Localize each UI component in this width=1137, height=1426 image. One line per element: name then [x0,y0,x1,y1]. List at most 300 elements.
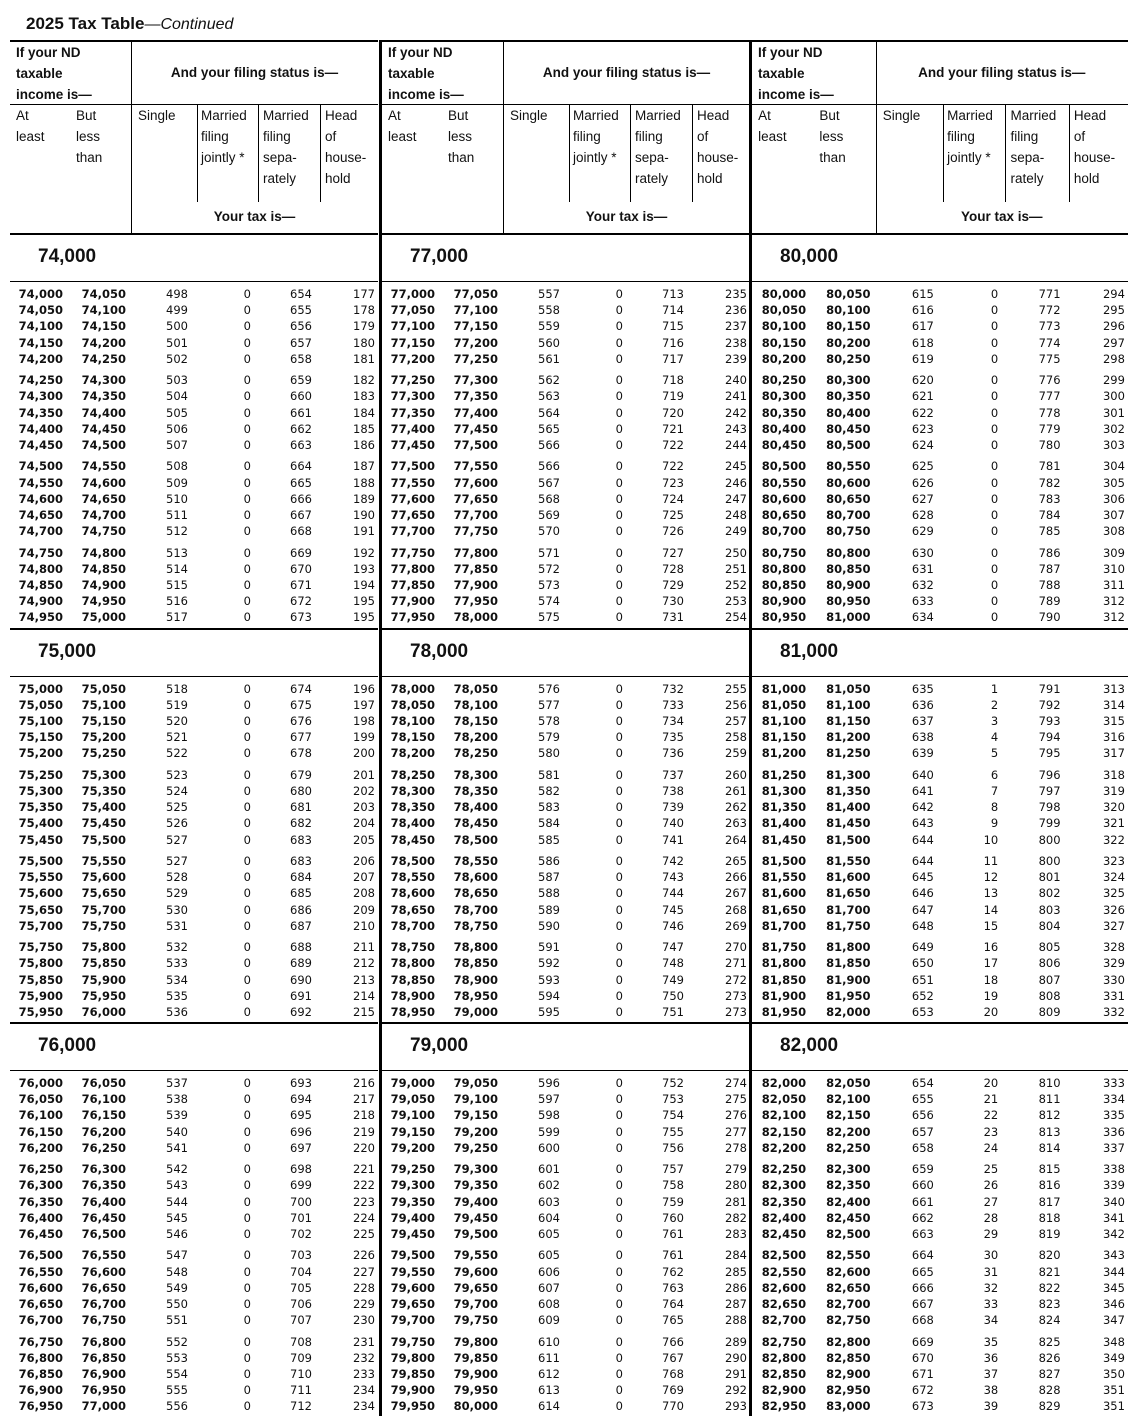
single-tax-cell: 528 [166,870,188,885]
mfs-tax-cell: 761 [662,1227,684,1241]
mfj-tax-cell: 0 [243,459,251,474]
mfj-tax-cell: 0 [243,475,251,490]
mfj-tax-cell: 0 [615,713,623,728]
hoh-tax-cell: 204 [353,816,375,831]
hoh-tax-cell: 327 [1102,918,1125,933]
table-row [752,745,1128,761]
but-less-than-cell: 77,850 [453,561,498,576]
single-tax-cell: 611 [538,1350,560,1365]
mfj-tax-cell: 0 [243,594,251,609]
married-filing-separately-heading: Married filing sepa- rately [1010,108,1057,186]
single-tax-cell: 605 [538,1227,560,1241]
hoh-tax-cell: 274 [725,1076,747,1090]
mfs-tax-cell: 746 [662,918,684,933]
at-least-cell: 81,700 [761,918,807,933]
hoh-tax-cell: 255 [725,681,747,696]
mfs-tax-cell: 731 [662,610,684,625]
mfs-tax-cell: 673 [290,610,312,625]
hoh-tax-cell: 182 [353,373,375,388]
mfj-tax-cell: 0 [990,594,999,609]
at-least-cell: 80,500 [761,459,807,474]
table-row [382,388,750,404]
single-tax-cell: 663 [911,1227,934,1241]
at-least-cell: 81,950 [761,1004,807,1019]
mfj-tax-cell: 10 [983,832,999,847]
at-least-cell: 81,350 [761,800,807,815]
single-tax-cell: 631 [911,561,934,576]
table-row [382,729,750,745]
but-less-than-cell: 75,200 [81,730,126,745]
mfj-tax-cell: 3 [990,713,999,728]
but-less-than-cell: 77,650 [453,491,498,506]
hoh-tax-cell: 338 [1102,1162,1125,1177]
but-less-than-cell: 81,050 [826,681,871,696]
table-row [10,318,378,334]
hoh-tax-cell: 321 [1102,816,1125,831]
mfs-tax-cell: 824 [1038,1313,1061,1328]
mfs-tax-cell: 809 [1038,1004,1061,1019]
hoh-tax-cell: 236 [725,303,747,318]
single-tax-cell: 544 [166,1194,188,1209]
mfj-tax-cell: 0 [615,1210,623,1225]
table-row [10,815,378,831]
mfs-tax-cell: 759 [662,1194,684,1209]
at-least-cell: 82,850 [761,1367,807,1381]
table-row [752,832,1128,848]
table-row [752,458,1128,474]
table-row [10,458,378,474]
mfj-tax-cell: 0 [243,681,251,696]
table-row [10,286,378,302]
hoh-tax-cell: 307 [1102,508,1125,522]
mfj-tax-cell: 0 [615,524,623,539]
mfs-tax-cell: 681 [290,800,312,815]
table-row [752,372,1128,388]
hoh-tax-cell: 181 [353,351,375,366]
but-less-than-cell: 75,750 [81,918,126,933]
hoh-tax-cell: 209 [353,902,375,917]
at-least-cell: 79,950 [390,1399,435,1414]
hoh-tax-cell: 177 [353,287,375,301]
but-less-than-cell: 78,500 [453,832,498,847]
hoh-tax-cell: 213 [353,972,375,987]
hoh-tax-cell: 238 [725,335,747,350]
at-least-heading: At least [758,108,787,144]
hoh-tax-cell: 351 [1102,1399,1125,1414]
single-tax-cell: 640 [911,767,934,782]
at-least-cell: 74,450 [18,438,63,452]
but-less-than-cell: 76,600 [81,1264,126,1279]
table-row [752,1280,1128,1296]
hoh-tax-cell: 257 [725,713,747,728]
section-heading: 78,000 [410,640,469,662]
mfj-tax-cell: 0 [243,767,251,782]
single-tax-cell: 592 [538,956,560,971]
table-row [10,767,378,783]
hoh-tax-cell: 323 [1102,853,1125,868]
hoh-tax-cell: 268 [725,902,747,917]
table-row [382,405,750,421]
table-row [752,972,1128,988]
mfj-tax-cell: 0 [615,1350,623,1365]
mfs-tax-cell: 798 [1038,800,1061,815]
but-less-than-cell: 79,150 [453,1108,498,1123]
single-tax-cell: 501 [166,335,188,350]
but-less-than-cell: 81,850 [826,956,871,971]
hoh-tax-cell: 269 [725,918,747,933]
mfs-tax-cell: 742 [662,853,684,868]
hoh-tax-cell: 325 [1102,886,1125,901]
mfs-tax-cell: 760 [662,1210,684,1225]
but-less-than-cell: 81,250 [826,746,871,761]
but-less-than-cell: 79,750 [453,1313,498,1328]
hoh-tax-cell: 231 [353,1334,375,1349]
mfj-tax-cell: 0 [615,475,623,490]
mfj-tax-cell: 0 [243,438,251,452]
mfj-tax-cell: 8 [990,800,999,815]
mfs-tax-cell: 722 [662,438,684,452]
table-row [752,318,1128,334]
mfs-tax-cell: 678 [290,746,312,761]
at-least-cell: 76,750 [18,1334,63,1349]
at-least-heading: At least [16,108,45,144]
but-less-than-cell: 77,000 [81,1399,126,1414]
mfs-tax-cell: 778 [1038,405,1061,420]
table-row [752,1161,1128,1177]
mfs-tax-cell: 680 [290,783,312,798]
single-tax-cell: 558 [538,303,560,318]
table-row [10,1004,378,1020]
single-tax-cell: 667 [911,1297,934,1311]
mfs-tax-cell: 726 [662,524,684,539]
but-less-than-cell: 77,700 [453,508,498,522]
but-less-than-cell: 76,550 [81,1248,126,1263]
table-row [752,681,1128,697]
your-tax-heading: Your tax is— [213,209,296,224]
but-less-than-cell: 81,350 [826,783,871,798]
but-less-than-cell: 75,250 [81,746,126,761]
mfs-tax-cell: 820 [1038,1248,1061,1263]
mfs-tax-cell: 727 [662,545,684,560]
mfj-tax-cell: 0 [243,832,251,847]
section-heading: 80,000 [780,246,839,267]
hoh-tax-cell: 233 [353,1367,375,1381]
at-least-cell: 80,850 [761,578,807,592]
at-least-cell: 76,400 [18,1210,63,1225]
hoh-tax-cell: 229 [353,1297,375,1311]
at-least-cell: 81,600 [761,886,807,901]
single-tax-cell: 649 [911,940,934,955]
at-least-cell: 74,600 [18,491,63,506]
table-row [752,885,1128,901]
mfs-tax-cell: 800 [1038,853,1061,868]
single-tax-cell: 600 [538,1140,560,1155]
mfs-tax-cell: 825 [1038,1334,1061,1349]
mfj-tax-cell: 7 [990,783,999,798]
single-heading: Single [882,108,921,123]
hoh-tax-cell: 247 [725,491,747,506]
hoh-tax-cell: 208 [353,886,375,901]
table-row [382,545,750,561]
but-less-than-cell: 82,550 [826,1248,871,1263]
single-tax-cell: 580 [538,746,560,761]
table-row [382,609,750,625]
mfs-tax-cell: 658 [290,351,312,366]
mfs-tax-cell: 775 [1038,351,1061,366]
at-least-cell: 82,750 [761,1334,807,1349]
hoh-tax-cell: 347 [1102,1313,1125,1328]
table-row [382,335,750,351]
but-less-than-cell: 74,500 [81,438,126,452]
hoh-tax-cell: 267 [725,886,747,901]
table-row [382,302,750,318]
mfs-tax-cell: 713 [662,287,684,301]
at-least-cell: 76,850 [18,1367,63,1381]
table-row [382,767,750,783]
mfj-tax-cell: 11 [983,853,999,868]
at-least-heading: At least [388,108,417,144]
mfs-tax-cell: 711 [290,1383,312,1398]
table-row [382,783,750,799]
but-less-than-cell: 75,450 [81,816,126,831]
at-least-cell: 81,300 [761,783,807,798]
at-least-cell: 75,950 [18,1004,63,1019]
but-less-than-cell: 81,150 [826,713,871,728]
mfs-tax-cell: 784 [1038,508,1061,522]
mfj-tax-cell: 0 [990,578,999,592]
at-least-cell: 81,400 [761,816,807,831]
mfj-tax-cell: 0 [243,351,251,366]
hoh-tax-cell: 245 [725,459,747,474]
table-row [382,1091,750,1107]
at-least-cell: 78,200 [390,746,435,761]
mfs-tax-cell: 789 [1038,594,1061,609]
mfj-tax-cell: 36 [983,1350,999,1365]
page-title [26,12,233,36]
married-filing-separately-heading: Married filing sepa- rately [635,108,681,186]
single-tax-cell: 623 [911,421,934,436]
mfj-tax-cell: 0 [615,1367,623,1381]
hoh-tax-cell: 273 [725,988,747,1003]
mfs-tax-cell: 790 [1038,610,1061,625]
at-least-cell: 76,450 [18,1227,63,1241]
but-less-than-cell: 78,250 [453,746,498,761]
mfs-tax-cell: 785 [1038,524,1061,539]
but-less-than-cell: 74,650 [81,491,126,506]
at-least-cell: 79,200 [390,1140,435,1155]
at-least-cell: 79,500 [390,1248,435,1263]
but-less-than-cell: 75,950 [81,988,126,1003]
mfj-tax-cell: 2 [990,697,999,712]
at-least-cell: 82,000 [761,1076,807,1090]
single-tax-cell: 541 [166,1140,188,1155]
mfs-tax-cell: 816 [1038,1178,1061,1193]
header-status-divider [692,104,693,202]
single-tax-cell: 620 [911,373,934,388]
hoh-tax-cell: 232 [353,1350,375,1365]
table-row [10,853,378,869]
but-less-than-cell: 82,400 [826,1194,871,1209]
section-heading: 82,000 [780,1035,839,1056]
mfj-tax-cell: 0 [615,800,623,815]
hoh-tax-cell: 335 [1102,1108,1125,1123]
table-row [10,1161,378,1177]
but-less-than-cell: 76,800 [81,1334,126,1349]
single-tax-cell: 585 [538,832,560,847]
mfs-tax-cell: 723 [662,475,684,490]
mfj-tax-cell: 0 [243,1313,251,1328]
table-row [752,1350,1128,1366]
but-less-than-cell: 82,450 [826,1210,871,1225]
but-less-than-cell: 74,950 [81,594,126,609]
single-tax-cell: 639 [911,746,934,761]
mfs-tax-cell: 714 [662,303,684,318]
but-less-than-cell: 74,900 [81,578,126,592]
single-tax-cell: 618 [911,335,934,350]
mfs-tax-cell: 745 [662,902,684,917]
at-least-cell: 75,900 [18,988,63,1003]
hoh-tax-cell: 276 [725,1108,747,1123]
at-least-cell: 82,300 [761,1178,807,1193]
hoh-tax-cell: 282 [725,1210,747,1225]
single-tax-cell: 596 [538,1076,560,1090]
mfj-tax-cell: 0 [243,421,251,436]
single-tax-cell: 598 [538,1108,560,1123]
mfj-tax-cell: 0 [243,1399,251,1414]
hoh-tax-cell: 337 [1102,1140,1125,1155]
section-heading: 75,000 [38,640,97,662]
but-less-than-cell: 76,150 [81,1108,126,1123]
table-row [752,783,1128,799]
table-row [382,869,750,885]
at-least-cell: 75,150 [18,730,63,745]
single-tax-cell: 657 [911,1124,934,1139]
mfj-tax-cell: 0 [243,561,251,576]
single-tax-cell: 547 [166,1248,188,1263]
panel-divider [749,40,752,1416]
filing-status-heading: And your filing status is— [918,65,1086,80]
but-less-than-cell: 74,050 [81,287,126,301]
mfj-tax-cell: 0 [615,730,623,745]
single-tax-cell: 666 [911,1280,934,1295]
hoh-tax-cell: 246 [725,475,747,490]
single-tax-cell: 505 [166,405,188,420]
at-least-cell: 79,850 [390,1367,435,1381]
section-sub-rule [382,676,750,677]
table-row [382,1075,750,1091]
mfs-tax-cell: 787 [1038,561,1061,576]
tax-panel-2 [382,40,750,1416]
mfj-tax-cell: 0 [243,1178,251,1193]
hoh-tax-cell: 310 [1102,561,1125,576]
but-less-than-cell: 75,150 [81,713,126,728]
single-tax-cell: 654 [911,1076,934,1090]
table-row [10,545,378,561]
but-less-than-cell: 74,400 [81,405,126,420]
at-least-cell: 79,300 [390,1178,435,1193]
hoh-tax-cell: 317 [1102,746,1125,761]
at-least-cell: 79,350 [390,1194,435,1209]
section-top-rule [10,1022,378,1024]
but-less-than-cell: 81,650 [826,886,871,901]
table-row [752,1210,1128,1226]
at-least-cell: 80,950 [761,610,807,625]
mfj-tax-cell: 0 [615,1162,623,1177]
single-tax-cell: 601 [538,1162,560,1177]
mfj-tax-cell: 0 [243,697,251,712]
but-less-than-cell: 75,550 [81,853,126,868]
table-row [10,609,378,625]
mfs-tax-cell: 736 [662,746,684,761]
mfs-tax-cell: 667 [290,508,312,522]
table-row [10,988,378,1004]
table-row [10,475,378,491]
single-tax-cell: 527 [166,832,188,847]
table-row [752,286,1128,302]
single-tax-cell: 581 [538,767,560,782]
single-tax-cell: 571 [538,545,560,560]
but-less-than-cell: 78,700 [453,902,498,917]
hoh-tax-cell: 259 [725,746,747,761]
mfj-tax-cell: 0 [243,1210,251,1225]
single-tax-cell: 542 [166,1162,188,1177]
hoh-tax-cell: 271 [725,956,747,971]
single-tax-cell: 502 [166,351,188,366]
hoh-tax-cell: 256 [725,697,747,712]
mfs-tax-cell: 827 [1038,1367,1061,1381]
but-less-than-cell: 75,900 [81,972,126,987]
mfs-tax-cell: 668 [290,524,312,539]
single-tax-cell: 498 [166,287,188,301]
table-row [10,869,378,885]
single-tax-cell: 599 [538,1124,560,1139]
single-tax-cell: 514 [166,561,188,576]
single-tax-cell: 616 [911,303,934,318]
single-tax-cell: 636 [911,697,934,712]
but-less-than-cell: 78,600 [453,870,498,885]
table-row [752,302,1128,318]
but-less-than-cell: 77,600 [453,475,498,490]
mfs-tax-cell: 763 [662,1280,684,1295]
but-less-than-cell: 78,050 [453,681,498,696]
at-least-cell: 77,750 [390,545,435,560]
but-less-than-cell: 74,600 [81,475,126,490]
mfj-tax-cell: 0 [990,287,999,301]
but-less-than-cell: 79,500 [453,1227,498,1241]
single-tax-cell: 553 [166,1350,188,1365]
mfj-tax-cell: 0 [243,746,251,761]
mfs-tax-cell: 801 [1038,870,1061,885]
single-tax-cell: 634 [911,610,934,625]
mfj-tax-cell: 0 [243,1334,251,1349]
mfj-tax-cell: 0 [615,816,623,831]
mfs-tax-cell: 821 [1038,1264,1061,1279]
mfs-tax-cell: 750 [662,988,684,1003]
single-tax-cell: 669 [911,1334,934,1349]
at-least-cell: 74,300 [18,389,63,404]
hoh-tax-cell: 329 [1102,956,1125,971]
mfs-tax-cell: 722 [662,459,684,474]
mfj-tax-cell: 16 [983,940,999,955]
but-less-than-cell: 81,500 [826,832,871,847]
at-least-cell: 74,700 [18,524,63,539]
mfs-tax-cell: 777 [1038,389,1061,404]
at-least-cell: 79,600 [390,1280,435,1295]
but-less-than-cell: 79,800 [453,1334,498,1349]
single-tax-cell: 591 [538,940,560,955]
single-tax-cell: 637 [911,713,934,728]
but-less-than-cell: 74,350 [81,389,126,404]
